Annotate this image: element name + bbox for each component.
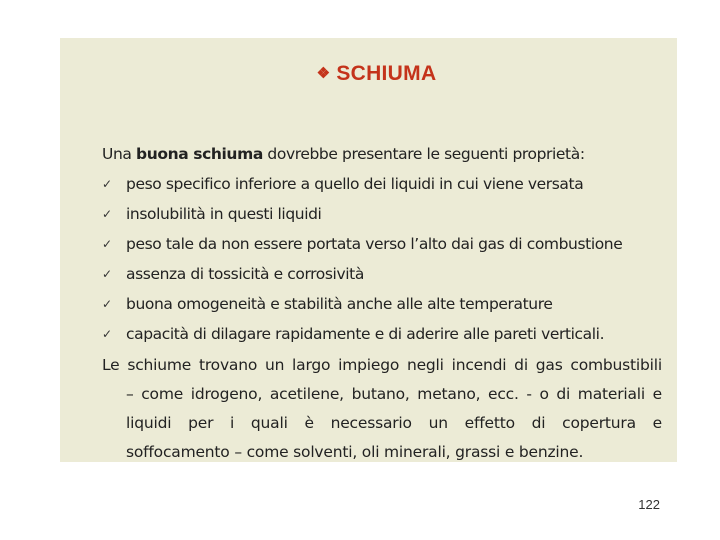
list-item — [102, 259, 662, 289]
check-icon: ✓ — [102, 267, 112, 281]
list-item — [102, 169, 662, 199]
list-item-text: capacità di dilagare rapidamente e di aderire alle pareti verticali. — [126, 325, 605, 343]
check-icon: ✓ — [102, 297, 112, 311]
intro-sentence — [102, 139, 662, 169]
list-item-text: peso specifico inferiore a quello dei liquidi in cui viene versata — [126, 175, 584, 193]
intro-text-start: Una — [102, 145, 136, 163]
properties-list — [102, 169, 662, 349]
slide-title-text: SCHIUMA — [336, 62, 437, 85]
check-icon: ✓ — [102, 327, 112, 341]
closing-paragraph — [102, 351, 662, 467]
list-item — [102, 319, 662, 349]
diamond-bullet-icon: ❖ — [316, 65, 331, 82]
check-icon: ✓ — [102, 207, 112, 221]
closing-line: soffocamento – come solventi, oli minerali, grassi e benzine. — [126, 443, 584, 461]
page-number: 122 — [638, 497, 660, 512]
check-icon: ✓ — [102, 237, 112, 251]
list-item — [102, 229, 662, 259]
list-item-text: insolubilità in questi liquidi — [126, 205, 322, 223]
closing-line: – come idrogeno, acetilene, butano, metano, ecc. - o di materiali e — [126, 385, 662, 403]
closing-line: Le schiume trovano un largo impiego negli incendi di gas combustibili — [102, 356, 662, 374]
slide-body — [102, 139, 662, 467]
list-item-text: peso tale da non essere portata verso l’alto dai gas di combustione — [126, 235, 623, 253]
intro-bold-term: buona schiuma — [136, 145, 263, 163]
list-item-text: buona omogeneità e stabilità anche alle alte temperature — [126, 295, 553, 313]
slide-title — [60, 62, 677, 86]
list-item — [102, 289, 662, 319]
list-item-text: assenza di tossicità e corrosività — [126, 265, 364, 283]
slide-panel — [60, 38, 677, 462]
intro-text-end: dovrebbe presentare le seguenti proprietà: — [262, 145, 585, 163]
closing-line: liquidi per i quali è necessario un effetto di copertura e — [126, 414, 662, 432]
list-item — [102, 199, 662, 229]
check-icon: ✓ — [102, 177, 112, 191]
